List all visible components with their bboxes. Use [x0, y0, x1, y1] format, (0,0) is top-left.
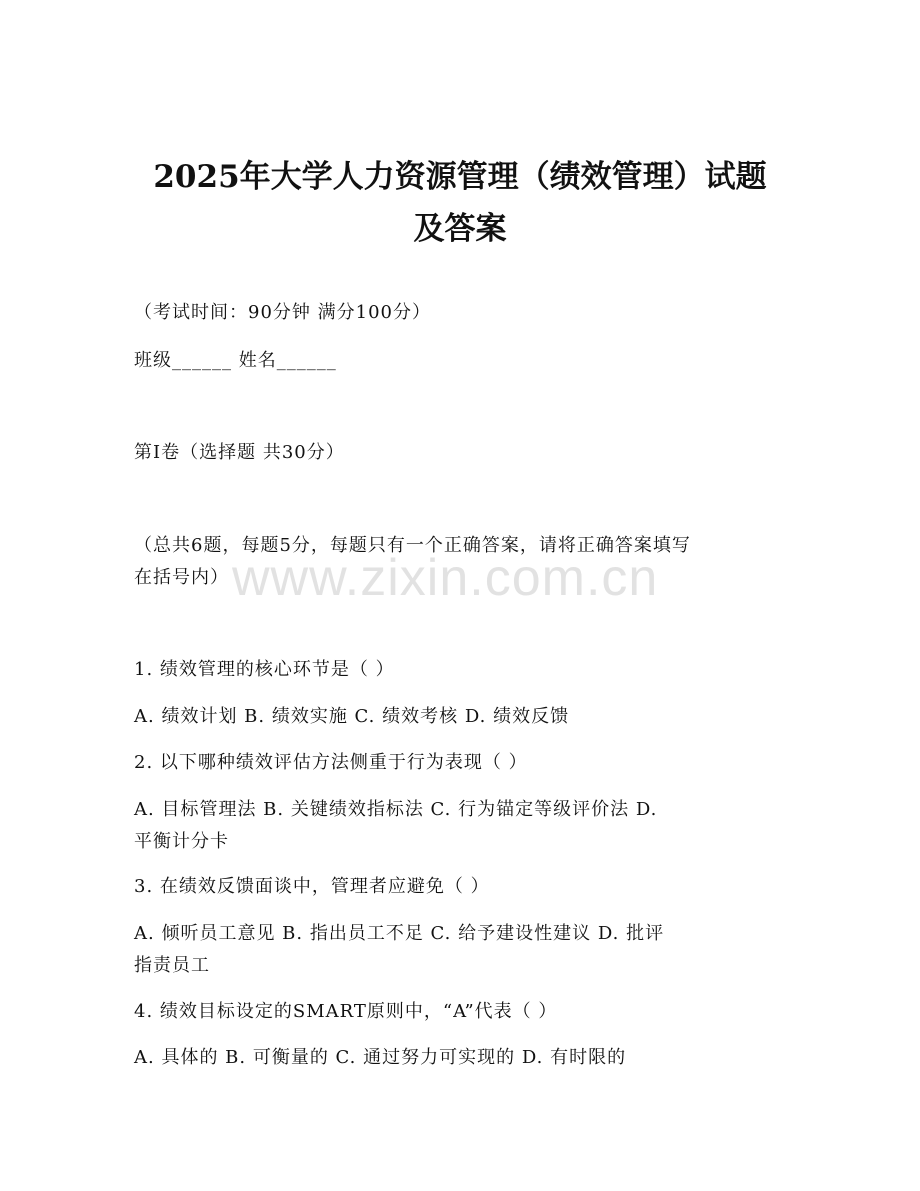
document-title: 2025年大学人力资源管理（绩效管理）试题 — [153, 159, 767, 195]
exam-info: （考试时间：90分钟 满分100分） — [134, 302, 431, 323]
question-options: A. 倾听员工意见 B. 指出员工不足 C. 给予建设性建议 D. 批评 — [134, 923, 665, 944]
instructions: （总共6题，每题5分，每题只有一个正确答案，请将正确答案填写 — [134, 535, 691, 556]
question-stem: 1. 绩效管理的核心环节是（ ） — [134, 659, 395, 680]
question-stem: 2. 以下哪种绩效评估方法侧重于行为表现（ ） — [134, 752, 528, 773]
question-options: A. 具体的 B. 可衡量的 C. 通过努力可实现的 D. 有时限的 — [134, 1047, 627, 1068]
question-stem: 4. 绩效目标设定的SMART原则中，“A”代表（ ） — [134, 1001, 558, 1022]
watermark: www.zixin.com.cn — [232, 549, 659, 607]
question-options: A. 目标管理法 B. 关键绩效指标法 C. 行为锚定等级评价法 D. — [134, 799, 658, 820]
question-options: A. 绩效计划 B. 绩效实施 C. 绩效考核 D. 绩效反馈 — [134, 706, 570, 727]
section-heading: 第I卷（选择题 共30分） — [134, 442, 345, 463]
instructions-continued: 在括号内） — [134, 567, 229, 588]
question-stem: 3. 在绩效反馈面谈中，管理者应避免（ ） — [134, 876, 490, 897]
question-options-continued: 平衡计分卡 — [134, 831, 229, 852]
question-options-continued: 指责员工 — [134, 955, 210, 976]
class-name-fields: 班级______ 姓名______ — [134, 350, 337, 371]
document-title-continued: 及答案 — [413, 211, 507, 247]
